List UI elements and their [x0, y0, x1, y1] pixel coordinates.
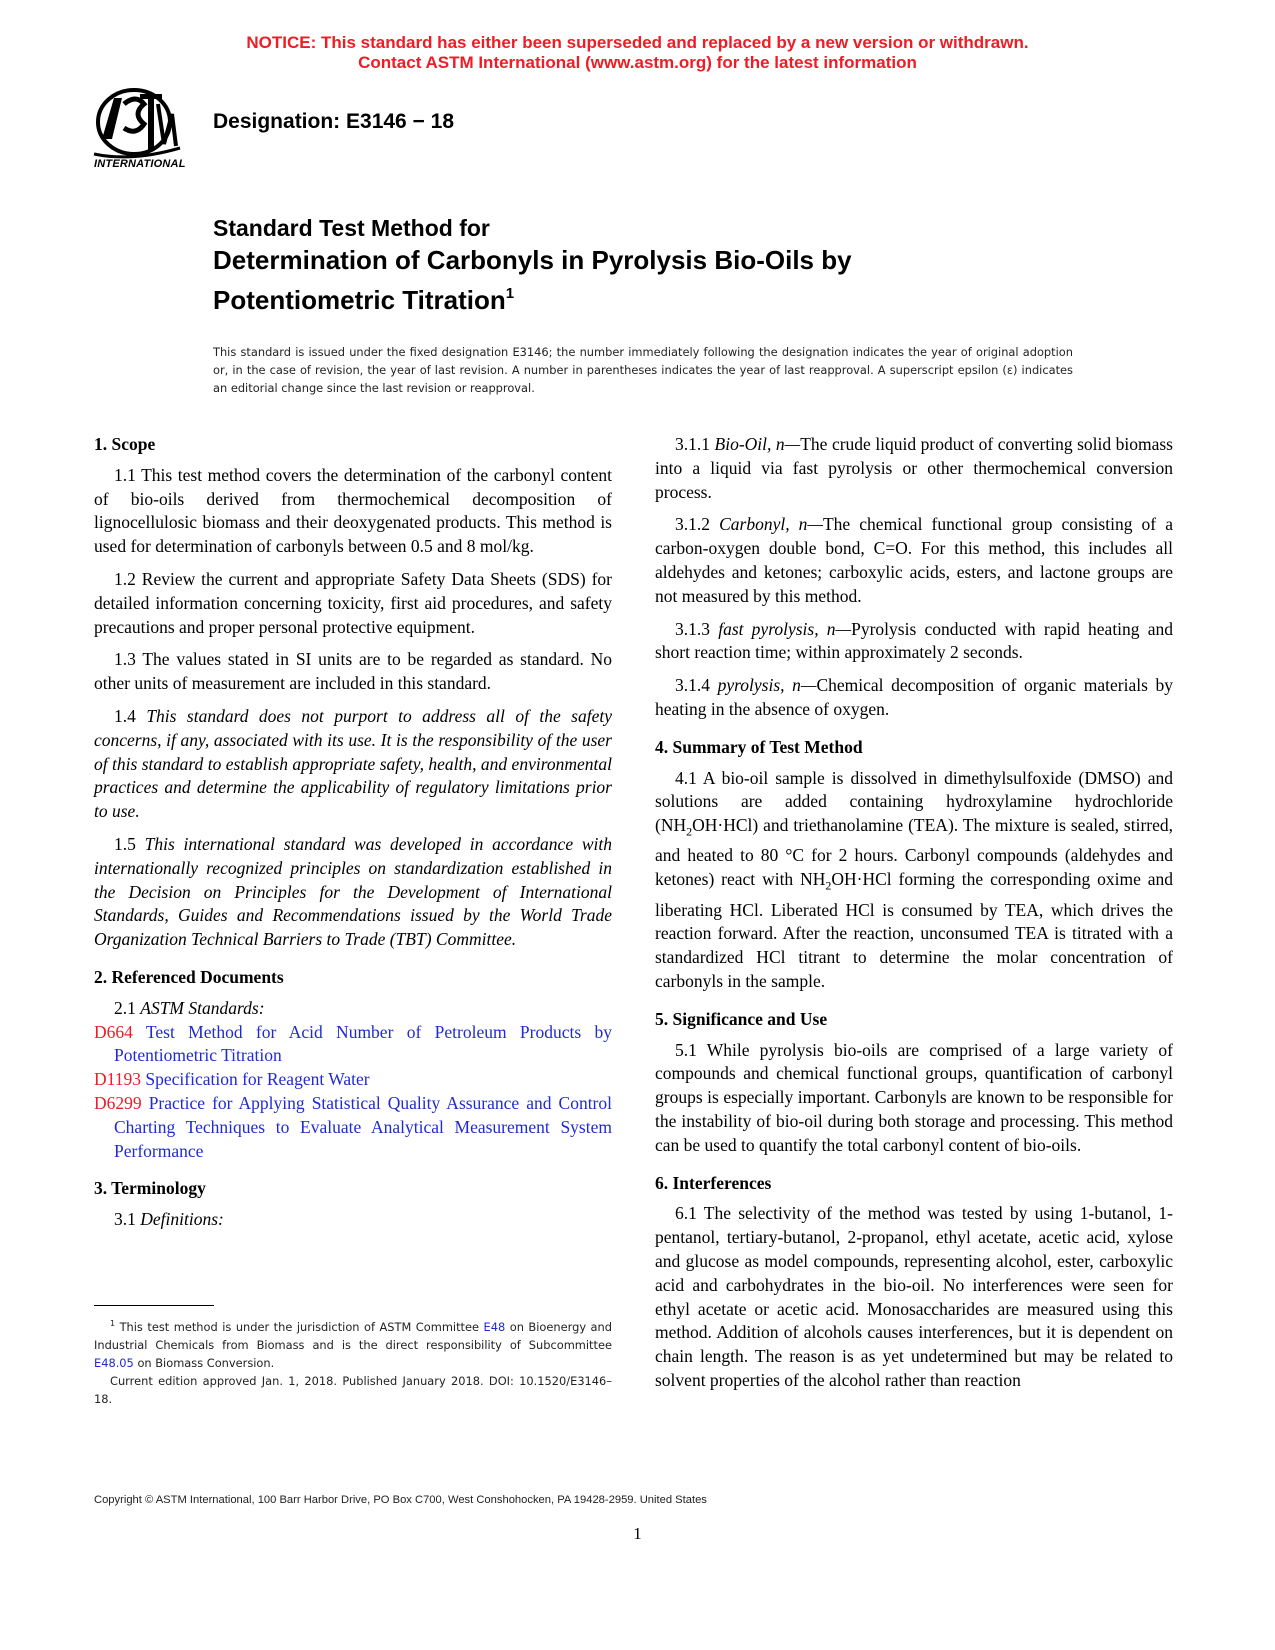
- paragraph-1-3: 1.3 The values stated in SI units are to be regarded as standard. No other units of measurement are included in this standard.: [94, 649, 612, 694]
- right-column: [655, 433, 1173, 1402]
- term-name: pyrolysis, n—: [717, 675, 817, 696]
- reference-title-link[interactable]: Specification for Reagent Water: [145, 1069, 370, 1090]
- paragraph-2-1-label: ASTM Standards:: [140, 997, 265, 1018]
- paragraph-5-1: 5.1 While pyrolysis bio-oils are comprised of a large variety of compounds and chemical functional groups, quantification of carbonyl groups is especially important. Carbonyls are known to be responsible for the instability of bio-oil during both storage and processing. This method can be used to quantify the total carbonyl content of bio-oils.: [655, 1039, 1173, 1155]
- footnote-divider: [94, 1305, 214, 1306]
- paragraph-4-1-part-c: OH·HCl forming the corresponding oxime and liberating HCl. Liberated HCl is consumed by TEA, which drives the reaction forward. After the reaction, unconsumed TEA is titrated with a standardized HCl titrant to determine the molar concentration of carbonyls in the sample.: [655, 869, 1173, 991]
- paragraph-3-1-label: Definitions:: [140, 1209, 224, 1230]
- title-line-2: Determination of Carbonyls in Pyrolysis Bio-Oils by: [213, 245, 852, 275]
- paragraph-3-1: [94, 1208, 612, 1232]
- paragraph-1-2: 1.2 Review the current and appropriate Safety Data Sheets (SDS) for detailed information concerning toxicity, first aid procedures, and safety precautions and proper personal protective equipment.: [94, 568, 612, 637]
- term-carbonyl: [655, 513, 1173, 608]
- left-column: [94, 433, 612, 1232]
- term-definition: Pyrolysis conducted with rapid heating and short reaction time; within approximately 2 seconds.: [655, 618, 1174, 663]
- paragraph-6-1: 6.1 The selectivity of the method was tested by using 1-butanol, 1-pentanol, tertiary-butanol, 2-propanol, ethyl acetate, acetic acid, xylose and glucose as model compounds, representing alcohol, ester, carboxylic acid and carbohydrates in the bio-oil. No interferences were seen for ethyl acetate or acetic acid. Monosaccharides are measured using this method. Addition of alcohols causes interferences, but it is dependent on chain length. The reason is as yet undetermined but may be related to solvent properties of the alcohol rather than reaction: [655, 1203, 1173, 1390]
- issue-note: This standard is issued under the fixed designation E3146; the number immediately following the designation indicates the year of original adoption or, in the case of revision, the year of last revision. A number in parentheses indicates the year of last reapproval. A superscript epsilon (ε) indicates an editorial change since the last revision or reapproval.: [213, 345, 1073, 395]
- notice-line-1: NOTICE: This standard has either been superseded and replaced by a new version or withdrawn.: [246, 33, 1029, 52]
- footnote: [94, 1315, 612, 1408]
- page-number: 1: [633, 1524, 642, 1543]
- term-number: 3.1.4: [675, 675, 710, 696]
- notice-line-2: Contact ASTM International (www.astm.org) for the latest information: [358, 53, 917, 72]
- reference-d664[interactable]: [94, 1021, 612, 1069]
- footnote-edition: Current edition approved Jan. 1, 2018. Published January 2018. DOI: 10.1520/E3146–18.: [94, 1373, 612, 1406]
- paragraph-2-1: [94, 997, 612, 1021]
- section-heading-referenced-documents: 2. Referenced Documents: [94, 966, 284, 987]
- paragraph-4-1-part-a: 4.1 A bio-oil sample is dissolved in dimethylsulfoxide (DMSO) and solutions are added containing hydroxylamine hydrochloride (NH: [655, 767, 1173, 836]
- reference-title-link[interactable]: Practice for Applying Statistical Quality Assurance and Control Charting Techniques to Evaluate Analytical Measurement System Performance: [114, 1092, 612, 1161]
- paragraph-1-4-text: This standard does not purport to address all of the safety concerns, if any, associated with its use. It is the responsibility of the user of this standard to establish appropriate safety, health, and environmental practices and determine the applicability of regulatory limitations prior to use.: [94, 705, 613, 822]
- paragraph-1-5: [94, 833, 612, 952]
- logo-wordmark: INTERNATIONAL: [94, 158, 186, 170]
- term-name: Carbonyl, n—: [719, 514, 823, 535]
- term-number: 3.1.1: [675, 434, 710, 454]
- term-number: 3.1.2: [675, 514, 710, 535]
- astm-international-logo: [92, 84, 192, 176]
- title-line-1: Standard Test Method for: [213, 215, 490, 241]
- section-heading-scope: 1. Scope: [94, 434, 156, 454]
- term-fast-pyrolysis: [655, 618, 1173, 666]
- reference-d6299[interactable]: [94, 1092, 612, 1163]
- subcommittee-link[interactable]: E48.05: [94, 1355, 134, 1370]
- designation: Designation: E3146 − 18: [213, 110, 455, 133]
- footnote-mark: 1: [110, 1319, 116, 1328]
- committee-link[interactable]: E48: [483, 1319, 506, 1334]
- reference-code[interactable]: D6299: [94, 1092, 142, 1113]
- paragraph-1-5-number: 1.5: [114, 833, 136, 854]
- reference-code[interactable]: D1193: [94, 1069, 141, 1090]
- title-line-3-text: Potentiometric Titration: [213, 285, 506, 315]
- term-pyrolysis: [655, 674, 1173, 722]
- paragraph-1-4: [94, 705, 612, 824]
- term-definition: The chemical functional group consisting of a carbon-oxygen double bond, C=O. For this method, this includes all aldehydes and ketones; carboxylic acids, esters, and lactone groups are not measured by this method.: [655, 514, 1173, 606]
- title-line-3: [213, 277, 1113, 317]
- footnote-text-a: This test method is under the jurisdiction of ASTM Committee: [119, 1319, 480, 1334]
- section-heading-summary: 4. Summary of Test Method: [655, 736, 863, 757]
- section-heading-significance: 5. Significance and Use: [655, 1008, 828, 1029]
- footnote-text-b: on Bioenergy and Industrial Chemicals from Biomass and is the direct responsibility of Subcommittee: [94, 1319, 612, 1352]
- reference-d1193[interactable]: [94, 1068, 612, 1092]
- reference-code[interactable]: D664: [94, 1021, 133, 1042]
- footnote-jurisdiction: [94, 1315, 612, 1372]
- paragraph-1-5-text: This international standard was developed in accordance with internationally recognized principles on standardization established in the Decision on Principles for the Development of International Standards, Guides and Recommendations issued by the World Trade Organization Technical Barriers to Trade (TBT) Committee.: [94, 833, 613, 950]
- paragraph-1-1: 1.1 This test method covers the determination of the carbonyl content of bio-oils derived from thermochemical decomposition of lignocellulosic biomass and their deoxygenated products. This method is used for determination of carbonyls between 0.5 and 8 mol/kg.: [94, 464, 612, 557]
- term-number: 3.1.3: [675, 618, 710, 639]
- paragraph-3-1-number: 3.1: [114, 1209, 136, 1230]
- section-heading-interferences: 6. Interferences: [655, 1172, 772, 1193]
- paragraph-1-4-number: 1.4: [114, 705, 136, 726]
- title-footnote-mark: 1: [505, 285, 515, 302]
- section-heading-terminology: 3. Terminology: [94, 1178, 206, 1199]
- term-name: fast pyrolysis, n—: [718, 618, 852, 639]
- footnote-text-c: on Biomass Conversion.: [137, 1355, 275, 1370]
- document-title: [213, 213, 1113, 317]
- subscript-2: 2: [686, 824, 693, 839]
- term-definition: Chemical decomposition of organic materials by heating in the absence of oxygen.: [655, 675, 1174, 719]
- reference-title-link[interactable]: Test Method for Acid Number of Petroleum Products by Potentiometric Titration: [114, 1021, 612, 1066]
- subscript-2: 2: [825, 878, 832, 893]
- term-definition: The crude liquid product of converting solid biomass into a liquid via fast pyrolysis or other thermochemical conversion process.: [655, 434, 1173, 502]
- copyright-line: Copyright © ASTM International, 100 Barr Harbor Drive, PO Box C700, West Conshohocken, PA 19428-2959. United States: [94, 1494, 707, 1506]
- paragraph-2-1-number: 2.1: [114, 997, 136, 1018]
- paragraph-4-1-part-b: OH·HCl) and triethanolamine (TEA). The mixture is sealed, stirred, and heated to 80 °C for 2 hours. Carbonyl compounds (aldehydes and ketones) react with NH: [655, 815, 1173, 890]
- term-name: Bio-Oil, n—: [714, 434, 801, 454]
- withdrawal-notice: [0, 33, 1275, 73]
- paragraph-4-1: [655, 767, 1173, 994]
- term-bio-oil: [655, 433, 1173, 504]
